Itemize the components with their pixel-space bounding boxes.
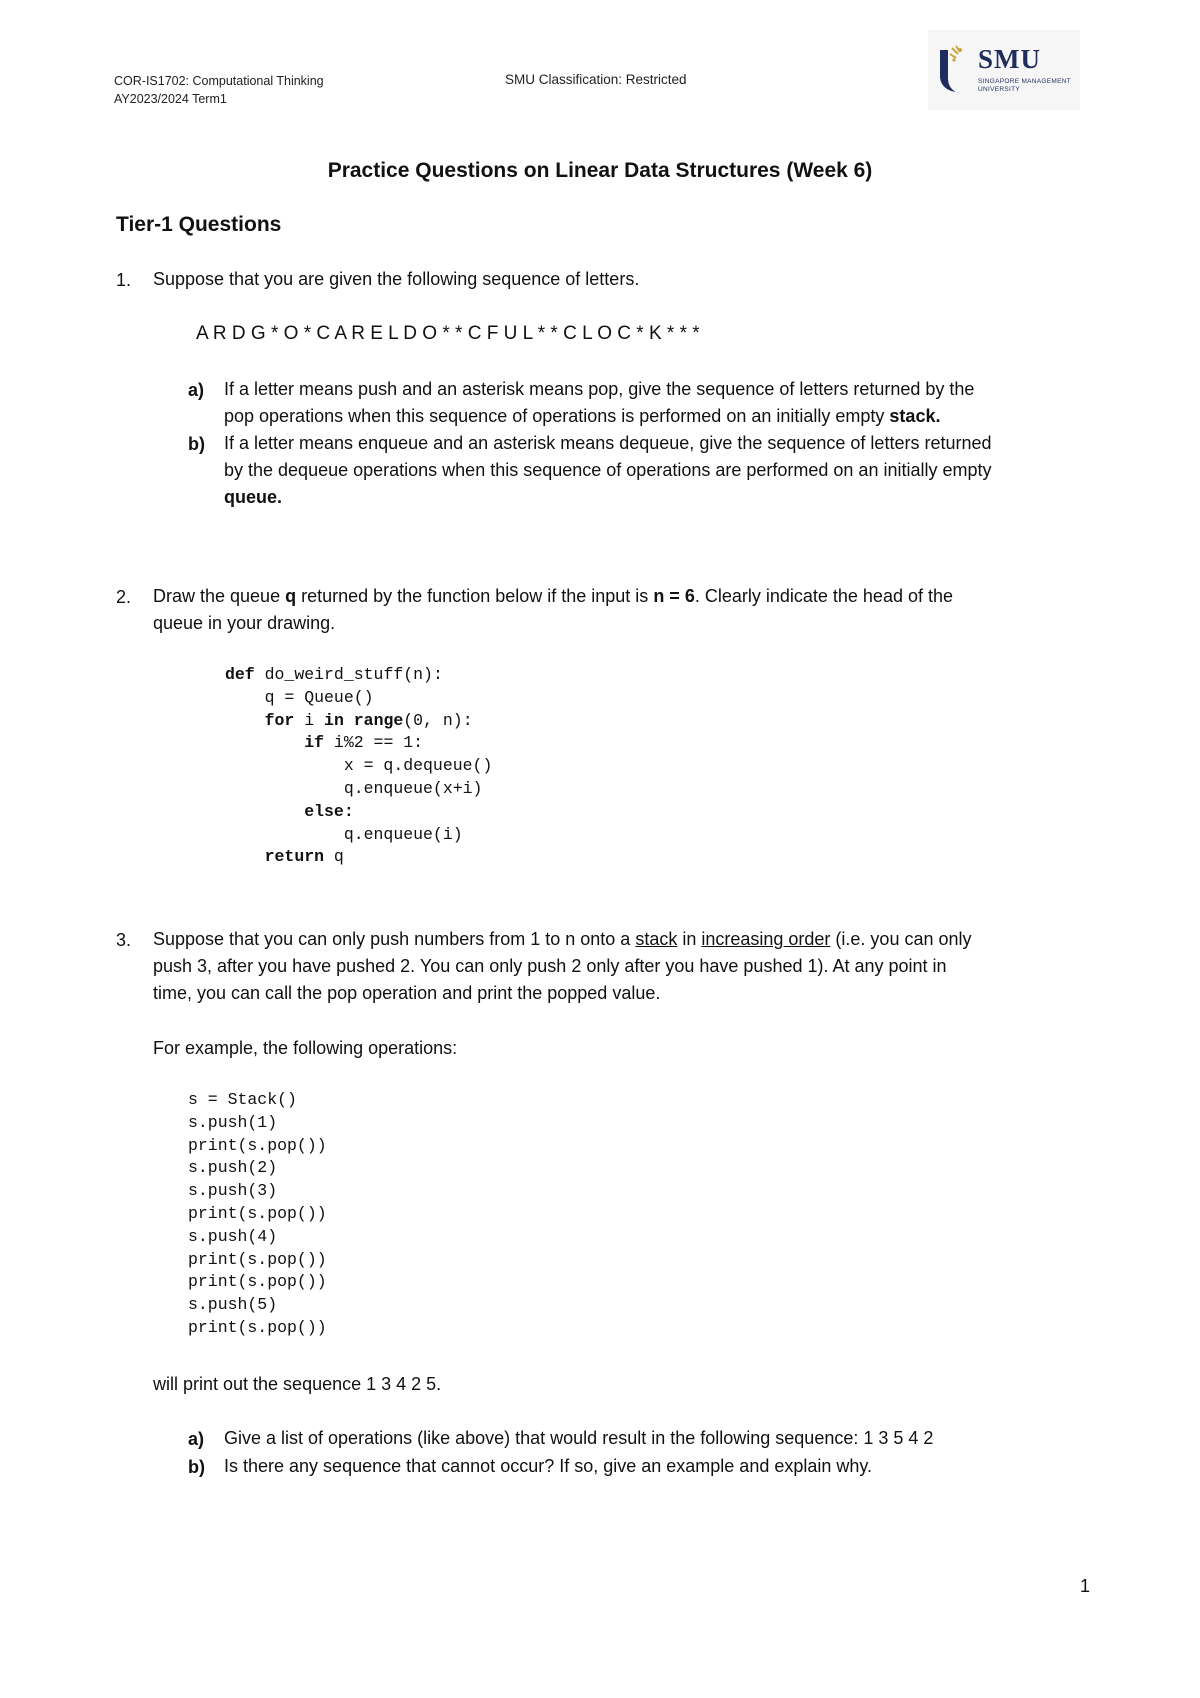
q3-number: 3. — [116, 930, 132, 950]
q3b-label: b) — [188, 1457, 205, 1477]
smu-emblem-icon — [934, 44, 974, 96]
document-title: Practice Questions on Linear Data Structures (Week 6) — [327, 159, 873, 182]
q1a-text: If a letter means push and an asterisk means pop, give the sequence of letters returned by the pop operations when this sequence of operations is performed on an initially empty stack. — [224, 379, 975, 426]
q3b-text: Is there any sequence that cannot occur? If so, give an example and explain why. — [224, 1456, 873, 1476]
header-course-info — [114, 72, 324, 108]
q3-code-block: s = Stack() s.push(1) print(s.pop()) s.push(2) s.push(3) print(s.pop()) s.push(4) print(s.pop()) print(s.pop()) s.push(5) print(s.pop()) — [188, 1090, 327, 1337]
smu-logo — [928, 30, 1080, 110]
q3-example-intro: For example, the following operations: — [153, 1038, 458, 1058]
page-number: 1 — [1080, 1576, 1091, 1596]
q2-code-block: def do_weird_stuff(n): q = Queue() for i in range(0, n): if i%2 == 1: x = q.dequeue() q.enqueue(x+i) else: q.enqueue(i) return q — [225, 665, 493, 867]
q1-sequence: A R D G * O * C A R E L D O * * C F U L * * C L O C * K * * * — [196, 323, 700, 344]
smu-logo-subtitle: SINGAPORE MANAGEMENT UNIVERSITY — [978, 78, 1072, 93]
q3-result-text: will print out the sequence 1 3 4 2 5. — [153, 1374, 442, 1394]
q2-number: 2. — [116, 587, 132, 607]
q3a-text: Give a list of operations (like above) that would result in the following sequence: 1 3 5 4 2 — [224, 1428, 934, 1448]
section-heading: Tier-1 Questions — [116, 213, 282, 236]
q1a-label: a) — [188, 380, 205, 400]
q3a-label: a) — [188, 1429, 205, 1449]
q1-text: Suppose that you are given the following sequence of letters. — [153, 269, 640, 289]
q3-text: Suppose that you can only push numbers from 1 to n onto a stack in increasing order (i.e. you can only push 3, after you have pushed 2. You can only push 2 only after you have pushed 1). At any point in time, you can call the pop operation and print the popped value. — [153, 929, 972, 1003]
q1-number: 1. — [116, 270, 132, 290]
header-term: AY2023/2024 Term1 — [114, 92, 227, 106]
q1b-label: b) — [188, 434, 205, 454]
q2-text: Draw the queue q returned by the function below if the input is n = 6. Clearly indicate the head of the queue in your drawing. — [153, 586, 954, 633]
header-course: COR-IS1702: Computational Thinking — [114, 74, 324, 88]
smu-logo-text: SMU — [978, 44, 1041, 74]
q1b-text: If a letter means enqueue and an asterisk means dequeue, give the sequence of letters returned by the dequeue operations when this sequence of operations are performed on an initially empty queue. — [224, 433, 992, 507]
header-classification: SMU Classification: Restricted — [505, 72, 687, 87]
